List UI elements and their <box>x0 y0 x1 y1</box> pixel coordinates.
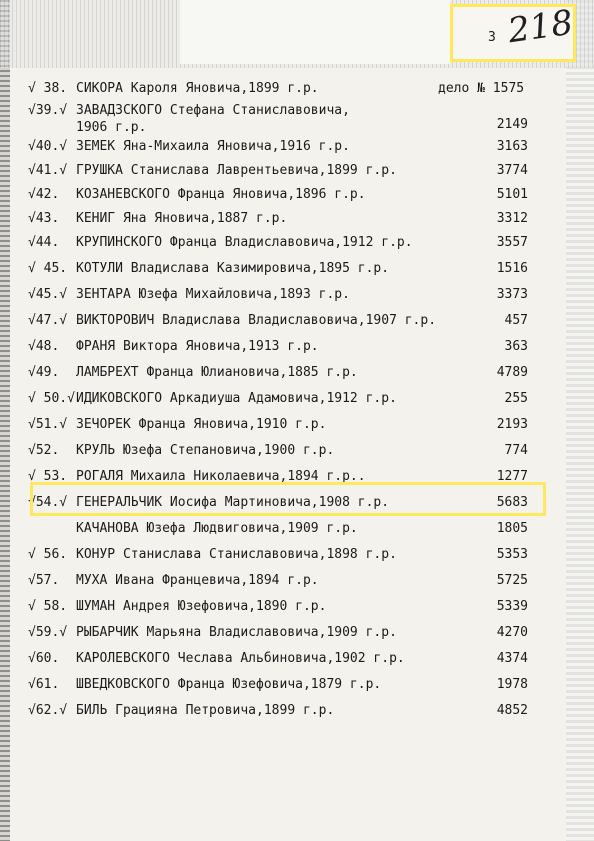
entry-name: ЗЕНТАРА Юзефа Михайловича,1893 г.р. <box>76 287 350 302</box>
entry-number: √52. <box>28 443 60 458</box>
entry-value: 4789 <box>496 365 528 380</box>
entry-name: ФРАНЯ Виктора Яновича,1913 г.р. <box>76 339 319 354</box>
entry-number: √39.√ <box>28 103 68 118</box>
list-item <box>0 440 594 462</box>
entry-number: √43. <box>28 211 60 226</box>
entry-name: ГРУШКА Станислава Лаврентьевича,1899 г.р. <box>76 163 397 178</box>
list-item <box>0 414 594 436</box>
entry-name: КОНУР Станислава Станиславовича,1898 г.р. <box>76 547 397 562</box>
entry-value: 3774 <box>496 163 528 178</box>
list-item <box>0 674 594 696</box>
entry-name: КОЗАНЕВСКОГО Франца Яновича,1896 г.р. <box>76 187 366 202</box>
entry-name: КРУЛЬ Юзефа Степановича,1900 г.р. <box>76 443 335 458</box>
entry-name: РОГАЛЯ Михаила Николаевича,1894 г.р.. <box>76 469 366 484</box>
entry-name: КРУПИНСКОГО Франца Владиславовича,1912 г.р. <box>76 235 413 250</box>
list-item <box>0 100 594 136</box>
entry-value: 3557 <box>496 235 528 250</box>
list-item <box>0 622 594 644</box>
entry-name: ЗЕМЕК Яна-Михаила Яновича,1916 г.р. <box>76 139 350 154</box>
list-item <box>0 388 594 410</box>
entry-value: 2149 <box>496 117 528 132</box>
entry-number: √42. <box>28 187 60 202</box>
entry-case-number: дело № 1575 <box>438 81 525 96</box>
entry-value: 774 <box>504 443 528 458</box>
entry-name: ЗАВАДЗСКОГО Стефана Станиславовича, 1906 г.р. <box>76 103 350 135</box>
entry-number: √54.√ <box>28 495 68 510</box>
entry-name: ЛАМБРЕХТ Франца Юлиановича,1885 г.р. <box>76 365 358 380</box>
entry-value: 363 <box>504 339 528 354</box>
entry-value: 5353 <box>496 547 528 562</box>
entry-number: √61. <box>28 677 60 692</box>
entry-value: 5101 <box>496 187 528 202</box>
list-item <box>0 310 594 332</box>
entry-value: 1978 <box>496 677 528 692</box>
entry-number: √ 38. <box>28 81 68 96</box>
entry-number: √47.√ <box>28 313 68 328</box>
entry-value: 4374 <box>496 651 528 666</box>
entry-number: √62.√ <box>28 703 68 718</box>
entry-name: ШВЕДКОВСКОГО Франца Юзефовича,1879 г.р. <box>76 677 382 692</box>
folio-handwritten-number: 218 <box>505 2 576 52</box>
entry-number: √49. <box>28 365 60 380</box>
entry-value: 3373 <box>496 287 528 302</box>
entry-number: √40.√ <box>28 139 68 154</box>
entry-number: √41.√ <box>28 163 68 178</box>
entry-value: 5339 <box>496 599 528 614</box>
entry-number: √51.√ <box>28 417 68 432</box>
entry-number: √48. <box>28 339 60 354</box>
entry-number: √ 53. <box>28 469 68 484</box>
entry-name: КОТУЛИ Владислава Казимировича,1895 г.р. <box>76 261 390 276</box>
entry-name: РЫБАРЧИК Марьяна Владиславовича,1909 г.р. <box>76 625 397 640</box>
entry-name: КАРОЛЕВСКОГО Чеслава Альбиновича,1902 г.р. <box>76 651 405 666</box>
entry-name: ШУМАН Андрея Юзефовича,1890 г.р. <box>76 599 327 614</box>
list-item <box>0 700 594 722</box>
list-item <box>0 258 594 280</box>
entry-value: 1805 <box>496 521 528 536</box>
entry-name: ГЕНЕРАЛЬЧИК Иосифа Мартиновича,1908 г.р. <box>76 495 390 510</box>
highlighted-entry-box <box>30 482 546 516</box>
list-item <box>0 362 594 384</box>
entry-value: 2193 <box>496 417 528 432</box>
entry-name: ИДИКОВСКОГО Аркадиуша Адамовича,1912 г.р. <box>76 391 397 406</box>
list-item <box>0 336 594 358</box>
entry-value: 3312 <box>496 211 528 226</box>
entry-value: 5725 <box>496 573 528 588</box>
entry-name: ЗЕЧОРЕК Франца Яновича,1910 г.р. <box>76 417 327 432</box>
entry-value: 1277 <box>496 469 528 484</box>
folio-small-number: 3 <box>488 30 497 45</box>
entry-number: √45.√ <box>28 287 68 302</box>
list-item <box>0 136 594 158</box>
entry-name: БИЛЬ Грацияна Петровича,1899 г.р. <box>76 703 335 718</box>
list-item <box>0 284 594 306</box>
list-item <box>0 208 594 230</box>
entry-number: √ 56. <box>28 547 68 562</box>
entry-value: 3163 <box>496 139 528 154</box>
list-item <box>0 648 594 670</box>
entry-number: √44. <box>28 235 60 250</box>
list-item <box>0 160 594 182</box>
entry-value: 255 <box>504 391 528 406</box>
list-item <box>0 544 594 566</box>
list-item <box>0 518 594 540</box>
entry-number: √60. <box>28 651 60 666</box>
list-item <box>0 596 594 618</box>
entry-value: 5683 <box>496 495 528 510</box>
entry-name: КАЧАНОВА Юзефа Людвиговича,1909 г.р. <box>76 521 358 536</box>
entry-name: КЕНИГ Яна Яновича,1887 г.р. <box>76 211 288 226</box>
entry-name: МУХА Ивана Францевича,1894 г.р. <box>76 573 319 588</box>
entry-value: 457 <box>504 313 528 328</box>
entry-number: √57. <box>28 573 60 588</box>
entry-number: √ 45. <box>28 261 68 276</box>
list-item <box>0 78 594 100</box>
list-item <box>0 184 594 206</box>
entry-name: ВИКТОРОВИЧ Владислава Владиславовича,1907 г.р. <box>76 313 437 328</box>
list-item <box>0 570 594 592</box>
redaction-blank-area <box>180 0 450 64</box>
entry-value: 4270 <box>496 625 528 640</box>
entry-number: √ 58. <box>28 599 68 614</box>
entry-value: 1516 <box>496 261 528 276</box>
entry-number: √ 50.√ <box>28 391 75 406</box>
entry-number: √59.√ <box>28 625 68 640</box>
list-item <box>0 232 594 254</box>
entry-name: СИКОРА Кароля Яновича,1899 г.р. <box>76 81 319 96</box>
entry-value: 4852 <box>496 703 528 718</box>
